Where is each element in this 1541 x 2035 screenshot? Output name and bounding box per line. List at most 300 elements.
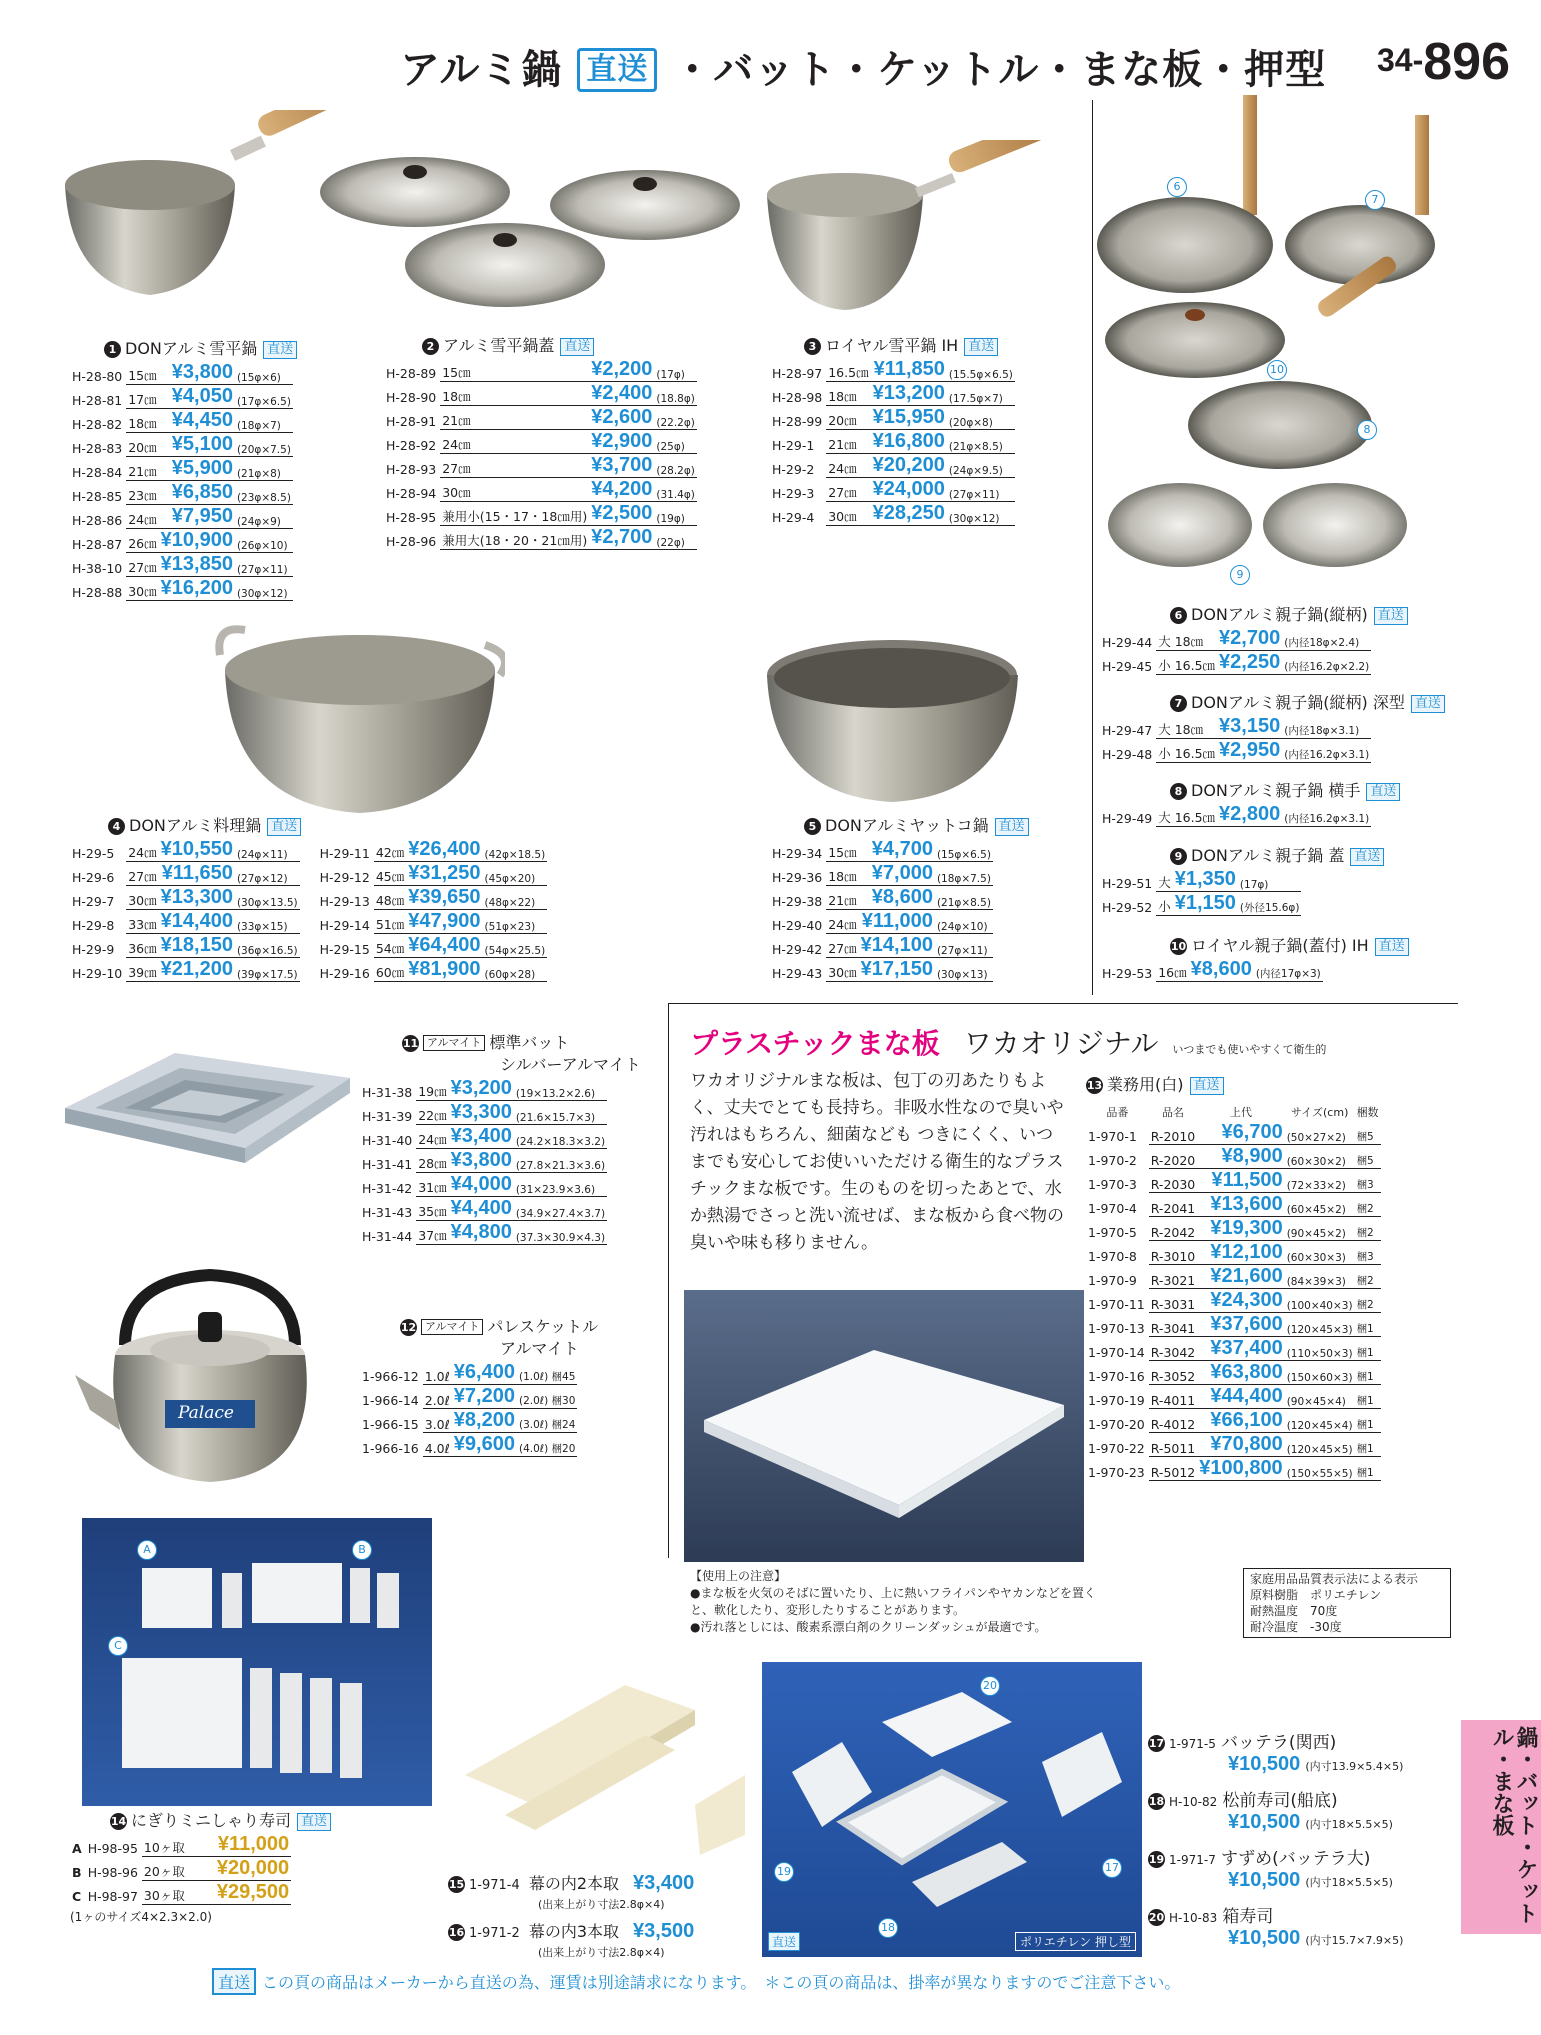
product-price: ¥24,000: [872, 477, 945, 500]
product-price: ¥37,400: [1197, 1336, 1284, 1360]
product-table-5: [770, 837, 993, 982]
product-code: H-31-42: [362, 1181, 413, 1196]
product-row-17: [1148, 1728, 1403, 1753]
divider-vertical-mid: [668, 1003, 669, 1558]
product-model: R-3042: [1149, 1336, 1198, 1360]
product-block-13: [1086, 1074, 1381, 1481]
product-code: H-29-40: [772, 918, 823, 933]
caution-2: ●汚れ落としには、酸素系漂白剤のクリーンダッシュが最適です。: [690, 1620, 1047, 1634]
page-title: [400, 38, 1326, 95]
divider-horizontal: [668, 1003, 1458, 1004]
photo-cooking-pot: [215, 615, 505, 820]
product-price: ¥28,250: [872, 501, 945, 524]
product-price-row-20: [1228, 1927, 1403, 1950]
product-dimensions: (17φ): [654, 357, 697, 381]
product-size: 30㎝: [440, 477, 589, 501]
product-code: 1-966-16: [362, 1441, 419, 1456]
product-dimensions: (26φ×10): [235, 528, 293, 552]
product-dimensions: (72×33×2): [1285, 1168, 1355, 1192]
product-code: H-29-44: [1102, 635, 1153, 650]
product-code: H-10-82: [1169, 1795, 1218, 1809]
product-code: H-29-12: [319, 870, 370, 885]
product-num: 10: [1170, 940, 1187, 953]
table-row: [1100, 802, 1371, 826]
table-row: [384, 357, 697, 381]
product-size: 27㎝: [126, 861, 158, 885]
product-size: 27㎝: [826, 933, 858, 957]
product-table-13: [1086, 1096, 1381, 1481]
product-code: H-31-41: [362, 1157, 413, 1172]
product-code: H-28-82: [72, 417, 123, 432]
product-block-6: [1100, 604, 1408, 675]
pack-quantity: 梱1: [1355, 1384, 1381, 1408]
product-code: H-28-89: [386, 366, 437, 381]
table-row: [318, 837, 548, 861]
product-price: ¥1,150: [1174, 891, 1236, 914]
page-num: 896: [1423, 33, 1510, 91]
product-dimensions: (84×39×3): [1285, 1264, 1355, 1288]
product-block-19: [1148, 1844, 1393, 1892]
product-name: ロイヤル親子鍋(蓋付) IH: [1191, 936, 1369, 955]
table-row: [1086, 1360, 1381, 1384]
product-dimensions: (30φ×12): [947, 501, 1015, 525]
product-dimensions: (30φ×12): [235, 576, 293, 600]
table-row: [1086, 1264, 1381, 1288]
product-size: 15㎝: [440, 357, 589, 381]
product-dimensions: (33φ×15): [235, 909, 300, 933]
product-price: ¥24,300: [1197, 1288, 1284, 1312]
product-dimensions: (36φ×16.5): [235, 933, 300, 957]
product-code: H-28-99: [772, 414, 823, 429]
product-code: H-31-40: [362, 1133, 413, 1148]
product-size: 20㎝: [826, 405, 870, 429]
table-row: [70, 885, 300, 909]
product-price: ¥2,600: [591, 405, 653, 428]
product-dimensions: (120×45×4): [1285, 1408, 1355, 1432]
title-part-2: ・バット・ケットル・まな板・押型: [672, 47, 1327, 93]
product-size: 小 16.5㎝: [1156, 650, 1217, 674]
page-number: [1377, 32, 1510, 92]
table-row: [384, 525, 697, 549]
label-19: 19: [774, 1862, 794, 1882]
product-code: 1-970-23: [1088, 1465, 1145, 1480]
product-name: アルミ雪平鍋蓋: [443, 336, 555, 355]
product-price: ¥2,900: [591, 429, 653, 452]
product-dimensions: (内径18φ×2.4): [1282, 626, 1371, 650]
product-title-9: [1170, 845, 1384, 867]
product-table-3: [770, 357, 1015, 526]
product-code: H-29-52: [1102, 900, 1153, 915]
product-dimensions: (3.0ℓ) 梱24: [517, 1408, 577, 1432]
pack-quantity: 梱1: [1355, 1312, 1381, 1336]
title-chokuso-tag: 直送: [577, 48, 657, 92]
table-row: [70, 1832, 291, 1856]
photo-oyako-pans: [1095, 95, 1445, 595]
photo-lids: [315, 150, 745, 320]
table-row: [770, 837, 993, 861]
product-block-7: [1100, 692, 1445, 763]
product-code: 1-970-2: [1088, 1153, 1137, 1168]
product-num: 18: [1148, 1795, 1165, 1808]
table-row: [70, 957, 300, 981]
product-name: 標準バット: [489, 1033, 570, 1052]
product-code: H-98-97: [87, 1889, 138, 1904]
product-model: R-3021: [1149, 1264, 1198, 1288]
chokuso-tag: 直送: [263, 341, 297, 359]
product-row-18: [1148, 1786, 1393, 1811]
product-size: 30㎝: [126, 885, 158, 909]
product-size: 21㎝: [826, 429, 870, 453]
product-note: (内寸15.7×7.9×5): [1305, 1934, 1404, 1947]
pack-quantity: 梱1: [1355, 1336, 1381, 1360]
product-name: 幕の内3本取: [528, 1922, 620, 1941]
material-3: 耐冷温度 -30度: [1250, 1620, 1342, 1634]
photo-oshizushi-molds: [762, 1662, 1142, 1957]
product-price: ¥14,100: [860, 933, 933, 956]
product-price: ¥3,400: [633, 1872, 695, 1894]
product-code: H-28-84: [72, 465, 123, 480]
product-price: ¥10,900: [160, 528, 233, 551]
product-price: ¥2,700: [591, 525, 653, 548]
product-code: H-28-80: [72, 369, 123, 384]
product-row-19: [1148, 1844, 1393, 1869]
product-price: ¥64,400: [408, 933, 481, 956]
product-num: 3: [804, 338, 821, 355]
product-size: 33㎝: [126, 909, 158, 933]
product-code: H-29-45: [1102, 659, 1153, 674]
chokuso-tag: 直送: [560, 338, 594, 356]
table-row: [1100, 626, 1371, 650]
product-code: H-10-83: [1169, 1911, 1218, 1925]
label-18: 18: [878, 1918, 898, 1938]
product-dimensions: (23φ×8.5): [235, 480, 293, 504]
product-code: H-31-44: [362, 1229, 413, 1244]
product-dimensions: (120×45×5): [1285, 1432, 1355, 1456]
label-10: 10: [1267, 360, 1287, 380]
product-table-11: [360, 1076, 607, 1245]
footer-chokuso-tag: 直送: [212, 1968, 256, 1995]
table-row: [770, 885, 993, 909]
product-price: ¥2,400: [591, 381, 653, 404]
product-model: R-3010: [1149, 1240, 1198, 1264]
product-size: 30㎝: [826, 501, 870, 525]
product-code: H-28-94: [386, 486, 437, 501]
product-block-9: [1100, 845, 1384, 916]
product-price: ¥4,000: [450, 1172, 512, 1195]
product-code: H-28-97: [772, 366, 823, 381]
product-name: 幕の内2本取: [528, 1874, 620, 1893]
alumite-tag: アルマイト: [421, 1319, 483, 1335]
product-price: ¥5,900: [159, 456, 235, 480]
caution-title: 【使用上の注意】: [690, 1569, 787, 1583]
product-size: 60㎝: [374, 957, 406, 981]
table-row: [70, 837, 300, 861]
product-price: ¥1,350: [1174, 867, 1236, 890]
product-size: 21㎝: [440, 405, 589, 429]
product-num: 20: [1148, 1911, 1165, 1924]
product-dimensions: (45φ×20): [483, 861, 548, 885]
column-header: サイズ(cm): [1290, 1106, 1349, 1119]
product-code: H-31-38: [362, 1085, 413, 1100]
product-dimensions: (54φ×25.5): [483, 933, 548, 957]
table-row: [384, 501, 697, 525]
product-size: 24㎝: [440, 429, 589, 453]
product-name: DONアルミ親子鍋 横手: [1191, 781, 1361, 800]
photo-nigiri-molds: [82, 1518, 432, 1806]
product-size: 30㎝: [826, 957, 858, 981]
table-row: [360, 1432, 577, 1456]
product-price: ¥10,550: [160, 837, 233, 860]
table-row: [1086, 1216, 1381, 1240]
product-name: ロイヤル雪平鍋 IH: [825, 336, 959, 355]
product-size: 39㎝: [126, 957, 158, 981]
product-price-row-18: [1228, 1811, 1393, 1834]
pack-quantity: 梱1: [1355, 1456, 1381, 1480]
product-model: R-2030: [1149, 1168, 1198, 1192]
product-price: ¥16,200: [160, 576, 233, 599]
product-block-12: [360, 1316, 598, 1457]
product-price: ¥10,500: [1228, 1811, 1301, 1833]
product-code: 1-966-15: [362, 1417, 419, 1432]
chokuso-tag: 直送: [1366, 783, 1400, 801]
table-row: [770, 909, 993, 933]
product-price: ¥4,800: [450, 1220, 512, 1243]
chokuso-tag: 直送: [267, 818, 301, 836]
variant-letter: C: [72, 1889, 82, 1904]
product-model: R-2042: [1149, 1216, 1198, 1240]
product-price: ¥8,900: [1197, 1144, 1284, 1168]
product-dimensions: (27φ×12): [235, 861, 300, 885]
product-size: 3.0ℓ: [423, 1408, 452, 1432]
product-code: 1-971-2: [469, 1926, 520, 1941]
table-row: [70, 861, 300, 885]
table-row: [1086, 1384, 1381, 1408]
product-dimensions: (1.0ℓ) 梱45: [517, 1360, 577, 1384]
product-dimensions: (120×45×3): [1285, 1312, 1355, 1336]
table-row: [318, 933, 548, 957]
product-dimensions: (27φ×11): [235, 552, 293, 576]
table-row: [70, 456, 293, 480]
product-block-17: [1148, 1728, 1403, 1776]
product-block-2: [384, 335, 697, 550]
product-code: H-29-43: [772, 966, 823, 981]
product-note: (内寸18×5.5×5): [1305, 1876, 1393, 1889]
product-price: ¥2,800: [1219, 802, 1281, 825]
product-price: ¥7,200: [453, 1384, 515, 1407]
table-row: [384, 405, 697, 429]
table-row: [360, 1360, 577, 1384]
product-size: 30㎝: [126, 576, 158, 600]
pack-quantity: 梱1: [1355, 1408, 1381, 1432]
product-price: ¥16,800: [872, 429, 945, 452]
pack-quantity: 梱2: [1355, 1264, 1381, 1288]
product-code: H-28-86: [72, 513, 123, 528]
product-row-20: [1148, 1902, 1403, 1927]
product-num: 6: [1170, 607, 1187, 624]
product-size: 24㎝: [416, 1124, 448, 1148]
table-row: [70, 1880, 291, 1904]
product-subname: アルマイト: [500, 1339, 580, 1358]
product-price: ¥8,200: [453, 1408, 515, 1431]
product-block-4: [70, 815, 547, 982]
table-row: [1086, 1336, 1381, 1360]
product-size: 16㎝: [1156, 957, 1188, 981]
product-num: 19: [1148, 1853, 1165, 1866]
table-row: [70, 384, 293, 408]
product-price: ¥2,700: [1219, 626, 1281, 649]
product-price-row-19: [1228, 1869, 1393, 1892]
product-dimensions: (24φ×10): [935, 909, 993, 933]
product-code: 1-970-19: [1088, 1393, 1145, 1408]
plastic-section-title: [690, 1022, 1326, 1062]
product-price: ¥14,400: [160, 909, 233, 932]
table-row: [70, 504, 293, 528]
product-capacity: 30ヶ取: [142, 1880, 187, 1904]
product-num: 16: [448, 1926, 465, 1939]
product-price: ¥2,500: [591, 501, 653, 524]
table-row: [1086, 1408, 1381, 1432]
label-8: 8: [1357, 420, 1377, 440]
product-name: にぎりミニしゃり寿司: [131, 1811, 292, 1830]
product-table-4b: [318, 837, 548, 982]
product-price: ¥39,650: [408, 885, 481, 908]
product-dimensions: (24.2×18.3×3.2): [514, 1124, 607, 1148]
product-dimensions: (24φ×11): [235, 837, 300, 861]
product-dimensions: (19φ): [654, 501, 697, 525]
page-footer: [212, 1968, 1180, 1995]
product-price: ¥12,100: [1197, 1240, 1284, 1264]
product-price: ¥3,150: [1219, 714, 1281, 737]
table-row: [770, 381, 1015, 405]
chokuso-tag: 直送: [1350, 848, 1384, 866]
column-header: 品名: [1162, 1106, 1184, 1119]
product-num: 5: [804, 818, 821, 835]
product-price: ¥7,950: [159, 504, 235, 528]
plastic-description: ワカオリジナルまな板は、包丁の刃あたりもよく、丈夫でとても長持ち。非吸水性なので臭いや汚れはもちろん、細菌なども つきにくく、いつまでも安心してお使いいただける衛生的なプラスチックまな板です。生のものを切ったあとで、水か熱湯でさっと洗い流せば、まな板から食べ物の臭いや味も移りません。: [690, 1071, 1064, 1253]
product-size: 42㎝: [374, 837, 406, 861]
table-row: [1086, 1120, 1381, 1144]
product-size: 大: [1156, 867, 1173, 891]
product-model: R-4012: [1149, 1408, 1198, 1432]
product-price: ¥2,950: [1219, 738, 1281, 761]
product-size: 27㎝: [440, 453, 589, 477]
product-dimensions: (60×30×3): [1285, 1240, 1355, 1264]
product-dimensions: (22φ): [654, 525, 697, 549]
product-num: 9: [1170, 848, 1187, 865]
product-price: ¥47,900: [408, 909, 481, 932]
product-code: H-29-5: [72, 846, 115, 861]
column-header: 梱数: [1356, 1106, 1379, 1119]
photo-kettle: [70, 1250, 350, 1490]
product-code: H-28-91: [386, 414, 437, 429]
label-6: 6: [1167, 177, 1187, 197]
product-dimensions: (内径16.2φ×2.2): [1282, 650, 1371, 674]
photo-bat-trays: [55, 1038, 355, 1208]
product-dimensions: (24φ×9.5): [947, 453, 1015, 477]
chokuso-tag: 直送: [1190, 1077, 1224, 1095]
product-code: 1-970-16: [1088, 1369, 1145, 1384]
product-price: ¥5,100: [159, 432, 235, 456]
product-price: ¥15,950: [872, 405, 945, 428]
product-price: ¥13,600: [1197, 1192, 1284, 1216]
product-dimensions: (28.2φ): [654, 453, 697, 477]
page-prefix: 34-: [1376, 42, 1424, 78]
product-dimensions: (90×45×4): [1285, 1384, 1355, 1408]
product-table-1: [70, 360, 293, 601]
product-dimensions: (18.8φ): [654, 381, 697, 405]
table-row: [360, 1384, 577, 1408]
product-code: H-29-7: [72, 894, 115, 909]
product-num: 2: [422, 338, 439, 355]
product-table-14: [70, 1832, 291, 1905]
product-code: H-29-13: [319, 894, 370, 909]
product-size: 17㎝: [126, 384, 158, 408]
product-price: ¥10,500: [1228, 1753, 1301, 1775]
table-row: [70, 1856, 291, 1880]
product-table-12: [360, 1360, 577, 1457]
product-size: 15㎝: [826, 837, 858, 861]
product-size: 大 16.5㎝: [1156, 802, 1217, 826]
product-price: ¥31,250: [408, 861, 481, 884]
plastic-title-red: プラスチックまな板: [690, 1027, 940, 1060]
product-name: DONアルミ雪平鍋: [125, 339, 258, 358]
product-dimensions: (31.4φ): [654, 477, 697, 501]
usage-caution: [690, 1568, 1110, 1636]
product-code: H-98-96: [87, 1865, 138, 1880]
product-num: 12: [400, 1321, 417, 1334]
product-size: 23㎝: [126, 480, 158, 504]
product-code: H-29-4: [772, 510, 815, 525]
product-dimensions: (外径15.6φ): [1238, 891, 1302, 915]
product-price: ¥17,150: [860, 957, 933, 980]
product-size: 18㎝: [826, 381, 870, 405]
product-dimensions: (60φ×28): [483, 957, 548, 981]
page-header: [400, 30, 1510, 100]
product-code: H-29-53: [1102, 966, 1153, 981]
product-code: H-29-11: [319, 846, 370, 861]
table-row: [1086, 1456, 1381, 1480]
product-dimensions: (30φ×13): [935, 957, 993, 981]
product-size: 24㎝: [126, 837, 158, 861]
product-block-5: [770, 815, 1029, 982]
pack-quantity: 梱5: [1355, 1120, 1381, 1144]
product-code: H-29-47: [1102, 723, 1153, 738]
product-code: H-29-9: [72, 942, 115, 957]
product-num: 17: [1148, 1737, 1165, 1750]
chokuso-tag: 直送: [995, 818, 1029, 836]
product-code: H-29-2: [772, 462, 815, 477]
product-dimensions: (30φ×13.5): [235, 885, 300, 909]
table-row: [770, 501, 1015, 525]
product-size: 27㎝: [826, 477, 870, 501]
table-row: [360, 1124, 607, 1148]
product-code: H-28-96: [386, 534, 437, 549]
photo-makunouchi-molds: [445, 1665, 745, 1865]
column-header: 上代: [1229, 1106, 1252, 1119]
product-code: H-31-43: [362, 1205, 413, 1220]
product-size: 16.5㎝: [826, 357, 870, 381]
table-row: [1086, 1432, 1381, 1456]
table-row: [1086, 1192, 1381, 1216]
table-row: [384, 477, 697, 501]
product-title-8: [1170, 780, 1400, 802]
product-price: ¥66,100: [1197, 1408, 1284, 1432]
product-dimensions: (18φ×7): [235, 408, 293, 432]
product-dimensions: (20φ×8): [947, 405, 1015, 429]
variant-letter: B: [72, 1865, 82, 1880]
product-dimensions: (内径16.2φ×3.1): [1282, 802, 1371, 826]
product-title-10: [1170, 935, 1409, 957]
